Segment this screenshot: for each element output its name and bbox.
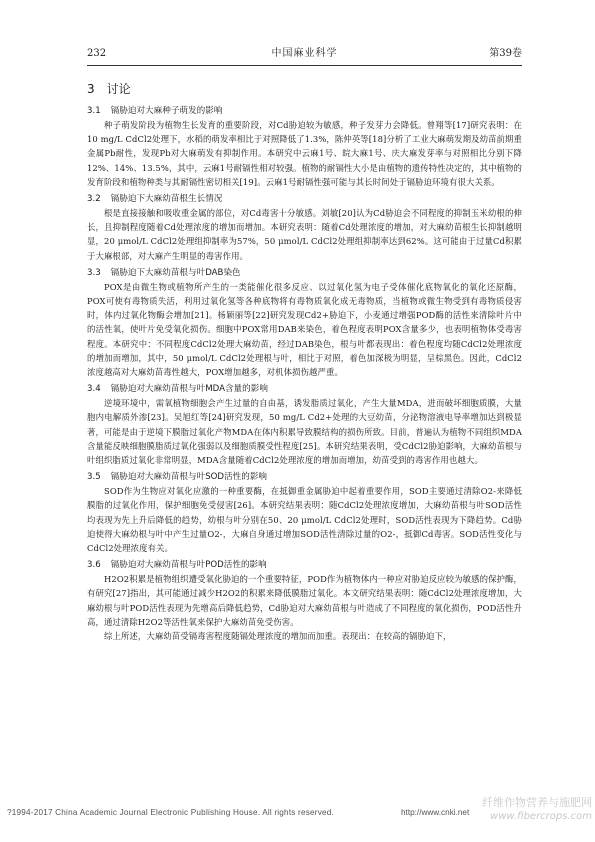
paragraph: 逆境环境中，需氧植物细胞会产生过量的自由基，诱发脂质过氧化，产生大量MDA，进而破坏细胞质膜，大量胞内电解质外渗[23]。吴旭红等[24]研究发现，50 mg/L Cd2+处理的大豆幼苗，分泌物溶液电导率增加达到极显著，可能是由于逆境下膜脂过氧化产物MDA在体内积累导致膜结构的损伤所致。目前，普遍认为植物不同组织MDA含量能反映细胞膜脂质过氧化强弱以及细胞质膜受性程度[25]。本研究结果表明，受CdCl2胁迫影响，大麻幼苗根与叶组织脂质过氧化非常明显，MDA含量随着CdCl2处理浓度的增加而增加，幼苗受到的毒害作用也越大。 [87,398,522,466]
subsection-3-6 [87,558,522,643]
subsection-3-2 [87,192,522,263]
subsection-heading [87,104,522,118]
paragraph: 根是直接接触和吸收重金属的部位，对Cd毒害十分敏感。刘敏[20]认为Cd胁迫会不同程度的抑制玉米幼根的伸长，且抑制程度随着Cd处理浓度的增加而增加。本研究表明：随着Cd处理浓度的增加，对大麻幼苗根生长抑制越明显，20 μmol/L CdCl2处理组抑制率为57%，50 μmol/L CdCl2处理组抑制率达到62%。这可能由于过量Cd积累于大麻根部，对大麻产生明显的毒害作用。 [87,208,522,261]
summary-paragraph: 综上所述，大麻幼苗受镉毒害程度随镉处理浓度的增加而加重。表现出：在较高的镉胁迫下， [104,631,452,642]
page-number: 232 [87,48,107,59]
watermark-line-2: www.fibercrops.com [490,811,592,822]
subsection-title: 镉胁迫下大麻幼苗根生长情况 [110,194,223,205]
running-head [87,46,522,62]
subsection-heading [87,266,522,280]
subsection-number: 3.5 [87,472,101,483]
volume-label: 第39卷 [489,48,522,59]
subsection-heading [87,558,522,572]
publisher-link[interactable]: http://www.cnki.net [401,808,470,817]
subsection-3-5 [87,470,522,555]
subsection-number: 3.6 [87,560,101,571]
section-title: 讨论 [106,82,131,96]
copyright-notice: ?1994-2017 China Academic Journal Electronic Publishing House. All rights reserved. [7,808,334,817]
subsection-title: 镉胁迫对大麻种子萌发的影响 [110,106,223,116]
subsection-3-1 [87,104,522,189]
subsection-3-3 [87,266,522,379]
article-body [87,80,522,643]
subsection-title: 镉胁迫对大麻幼苗根与叶MDA含量的影响 [110,384,268,395]
paragraph: SOD作为生物应对氧化应激的一种重要酶，在抵御重金属胁迫中起着重要作用，SOD主要通过清除O2-来降低膜脂的过氧化作用，保护细胞免受侵害[26]。本研究结果表明：随CdCl2处理浓度增加，大麻幼苗根与叶SOD活性均表现为先上升后降低的趋势，幼根与叶分别在50、20 μmol/L CdCl2处理时，SOD活性表现为下降趋势。Cd胁迫使得大麻幼根与叶中产生过量O2-，大麻自身通过增加SOD活性清除过量的O2-，抵御Cd毒害。SOD活性变化与CdCl2处理浓度有关。 [87,486,522,554]
paragraph: POX是由微生物或植物所产生的一类能催化很多反应、以过氧化氢为电子受体催化底物氧化的氧化还原酶，POX可使有毒物质失活，利用过氧化氢等各种底物将有毒物质氧化成无毒物质，当植物或微生物受到有毒物质侵害时，体内过氧化物酶会增加[21]。杨颖丽等[22]研究发现Cd2+胁迫下，小麦通过增强POD酶的活性来清除叶片中的活性氧，使叶片免受氧化损伤。细胞中POX常用DAB来染色，着色程度表明POX含量多少，也表明植物体受毒害程度。本研究中：不同程度CdCl2处理大麻幼苗，经过DAB染色，根与叶都表现出：着色程度均随CdCl2处理浓度的增加而增加，其中，50 μmol/L CdCl2处理根与叶，相比于对照，着色加深极为明显，呈棕黑色。因此，CdCl2浓度越高对大麻幼苗毒性越大，POX增加越多，对机体损伤越严重。 [87,281,522,378]
subsection-heading [87,192,522,206]
subsection-number: 3.3 [87,267,101,278]
section-heading [87,80,522,98]
paragraph: 种子萌发阶段为植物生长发育的重要阶段，对Cd胁迫较为敏感，种子发芽力会降低。曾翔等[17]研究表明：在10 mg/L CdCl2处理下，水稻的萌发率相比于对照降低了1.3%，陈仲英等[18]分析了工业大麻萌发期及幼苗前期重金属Pb耐性，发现Pb对大麻萌发有抑制作用。本研究中云麻1号、皖大麻1号、庆大麻发芽率与对照相比分别下降12%、14%、13.5%，其中，云麻1号耐镉性相对较强。植物的耐镉性大小是由植物的遗传特性决定的，其中植物的发育阶段和植物种类与其耐镉性密切相关[19]。云麻1号耐镉性强可能与其长时间处于镉胁迫环境有很大关系。 [87,120,522,187]
subsection-number: 3.1 [87,106,101,116]
paragraph: H2O2积累是植物组织遭受氧化胁迫的一个重要特征，POD作为植物体内一种应对胁迫反应较为敏感的保护酶，有研究[27]指出，其可能通过减少H2O2的积累来降低膜脂过氧化。本文研究结果表明：随CdCl2处理浓度增加，大麻幼根与叶POD活性表现为先增高后降低趋势，Cd胁迫对大麻幼苗根与叶造成了不同程度的氧化损伤，POD活性升高，通过清除H2O2等活性氧来保护大麻幼苗免受伤害。 [87,574,522,627]
subsection-title: 镉胁迫对大麻幼苗根与叶SOD活性的影响 [110,472,268,483]
subsection-3-4 [87,382,522,467]
journal-name: 中国麻业科学 [271,48,338,59]
subsection-number: 3.2 [87,194,101,205]
subsection-number: 3.4 [87,384,101,395]
site-watermark [468,796,592,838]
subsection-heading [87,382,522,396]
subsection-heading [87,470,522,484]
section-number: 3 [87,82,95,96]
header-rule [87,65,522,66]
watermark-line-1: 纤维作物营养与施肥网 [482,796,592,809]
subsection-title: 镉胁迫下大麻幼苗根与叶DAB染色 [110,267,241,278]
subsection-title: 镉胁迫对大麻幼苗根与叶POD活性的影响 [110,560,267,571]
